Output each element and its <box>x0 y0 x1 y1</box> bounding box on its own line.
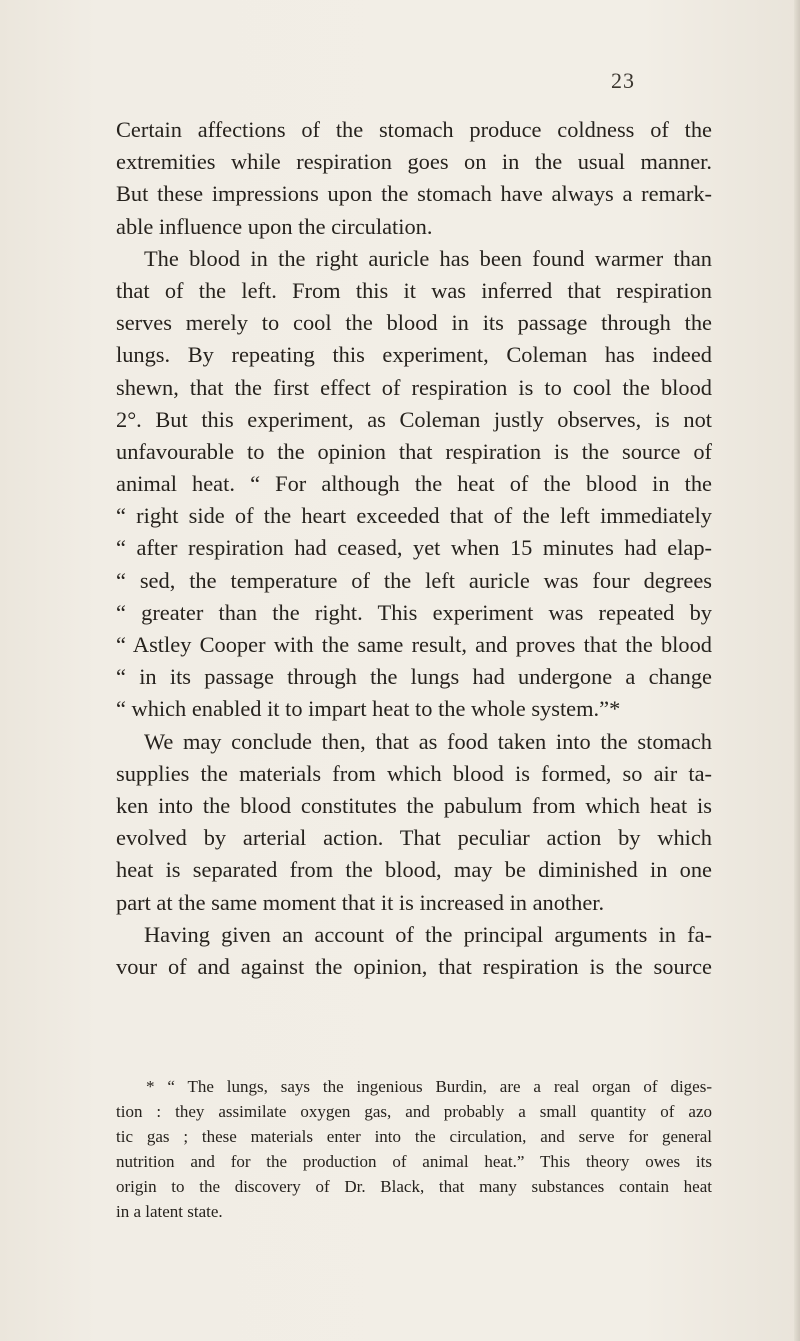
text-line: vour of and against the opinion, that respiration is the source <box>116 953 712 979</box>
footnote-line: nutrition and for the production of animal heat.” This theory owes its <box>116 1152 712 1171</box>
footnote-line: * “ The lungs, says the ingenious Burdin, are a real organ of diges- <box>146 1077 712 1096</box>
text-line: lungs. By repeating this experiment, Coleman has indeed <box>116 342 712 368</box>
text-line: 2°. But this experiment, as Coleman justly observes, is not <box>116 406 712 432</box>
text-line: serves merely to cool the blood in its passage through the <box>116 310 712 336</box>
text-line: part at the same moment that it is increased in another. <box>116 889 605 915</box>
text-line: that of the left. From this it was inferred that respiration <box>116 277 712 303</box>
text-line: “ after respiration had ceased, yet when 15 minutes had elap- <box>116 535 712 561</box>
text-line: able influence upon the circulation. <box>116 213 433 239</box>
page-number: 23 <box>611 68 635 93</box>
text-line: supplies the materials from which blood is formed, so air ta- <box>116 760 712 786</box>
text-line: animal heat. “ For although the heat of the blood in the <box>116 471 712 497</box>
text-line: unfavourable to the opinion that respiration is the source of <box>116 438 712 464</box>
text-line: “ right side of the heart exceeded that of the left immediately <box>116 503 712 529</box>
text-line: “ greater than the right. This experiment was repeated by <box>116 599 712 625</box>
footnote-line: in a latent state. <box>116 1202 223 1221</box>
text-line: extremities while respiration goes on in the usual manner. <box>116 149 712 175</box>
footnote-line: tic gas ; these materials enter into the circulation, and serve for general <box>116 1127 712 1146</box>
text-line: But these impressions upon the stomach have always a remark- <box>116 181 712 207</box>
text-line: “ Astley Cooper with the same result, and proves that the blood <box>116 632 712 657</box>
main-text <box>116 114 712 983</box>
text-line: heat is separated from the blood, may be diminished in one <box>116 857 712 883</box>
footnote-line: origin to the discovery of Dr. Black, that many substances contain heat <box>116 1177 712 1196</box>
text-line: We may conclude then, that as food taken into the stomach <box>144 728 712 754</box>
text-line: The blood in the right auricle has been found warmer than <box>144 245 712 271</box>
page-edge <box>794 0 800 1341</box>
text-line: Certain affections of the stomach produce coldness of the <box>116 117 712 142</box>
footnote <box>116 1074 712 1224</box>
footnote-line: tion : they assimilate oxygen gas, and probably a small quantity of azo <box>116 1102 712 1121</box>
text-line: “ sed, the temperature of the left auricle was four degrees <box>116 567 712 593</box>
text-line: ken into the blood constitutes the pabulum from which heat is <box>116 792 712 818</box>
text-line: “ in its passage through the lungs had undergone a change <box>116 664 712 690</box>
text-line: “ which enabled it to impart heat to the whole system.”* <box>116 696 621 722</box>
text-line: evolved by arterial action. That peculiar action by which <box>116 825 712 851</box>
text-line: shewn, that the first effect of respiration is to cool the blood <box>116 374 712 400</box>
text-line: Having given an account of the principal arguments in fa- <box>144 921 712 947</box>
